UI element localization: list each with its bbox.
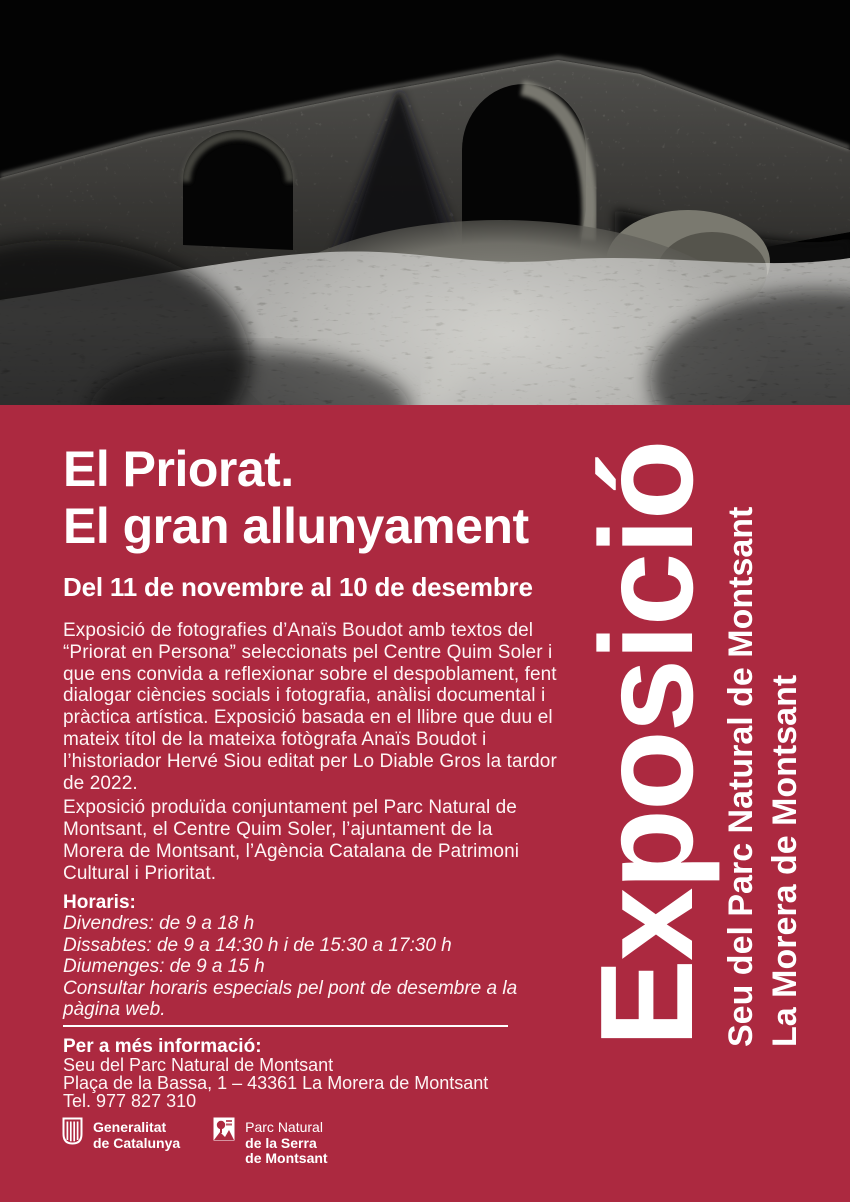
vertical-venue-line: Seu del Parc Natural de Montsant: [722, 506, 760, 1047]
exhibition-dates: Del 11 de novembre al 10 de desembre: [63, 572, 533, 602]
production-paragraph: Exposició produïda conjuntament pel Parc Natural de Montsant, el Centre Quim Soler, l’ajuntament de la Morera de Montsant, l’Agència Catalana de Patrimoni Cultural i Prioritat.: [63, 797, 520, 884]
hours-saturday: Dissabtes: de 9 a 14:30 h i de 15:30 a 17:30 h: [63, 934, 452, 956]
parc-line-1: Parc Natural: [245, 1119, 323, 1135]
description-paragraph: Exposició de fotografies d’Anaïs Boudot amb textos del “Priorat en Persona” seleccionats pel Centre Quim Soler i que ens convida a reflexionar sobre el despoblament, fent dialogar ciències socials i fotografia, anàlisi documental i pràctica artística. Exposició basada en el llibre que duu el mateix títol de la mateixa fotògrafa Anaïs Boudot i l’historiador Hervé Siou editat per Lo Diable Gros la tardor de 2022.: [63, 620, 557, 794]
page-title: [63, 441, 557, 555]
hours-note: Consultar horaris especials pel pont de desembre a la pàgina web.: [63, 977, 518, 1021]
parc-natural-logo: [213, 1117, 327, 1167]
contact-info: [63, 1037, 557, 1111]
generalitat-line-2: de Catalunya: [93, 1134, 181, 1151]
title-line-1: El Priorat.: [63, 441, 294, 497]
contact-venue: Seu del Parc Natural de Montsant: [63, 1054, 334, 1075]
generalitat-logo-text: [93, 1120, 180, 1151]
logo-bar: [62, 1117, 328, 1167]
title-line-2: El gran allunyament: [63, 498, 529, 554]
parc-line-3: de Montsant: [245, 1150, 328, 1166]
divider-line: [63, 1025, 508, 1027]
vertical-town-line: La Morera de Montsant: [766, 674, 804, 1047]
contact-heading: Per a més informació:: [63, 1035, 262, 1057]
parc-line-2: de la Serra: [245, 1134, 317, 1151]
parc-logo-text: [245, 1120, 327, 1167]
generalitat-logo: [62, 1117, 180, 1151]
opening-hours-heading: Horaris:: [63, 891, 136, 913]
contact-phone: Tel. 977 827 310: [63, 1091, 197, 1112]
contact-address: Plaça de la Bassa, 1 – 43361 La Morera de Montsant: [63, 1072, 489, 1093]
hours-sunday: Diumenges: de 9 a 15 h: [63, 956, 265, 978]
generalitat-line-1: Generalitat: [93, 1119, 167, 1135]
parc-natural-icon: [213, 1117, 235, 1141]
opening-hours: [63, 892, 557, 1021]
vertical-exposicio-word: Exposició: [573, 441, 720, 1047]
senyera-shield-icon: [62, 1117, 83, 1145]
main-content: [63, 441, 557, 1111]
hours-friday: Divendres: de 9 a 18 h: [63, 913, 255, 935]
bridge-photo: [0, 0, 850, 405]
